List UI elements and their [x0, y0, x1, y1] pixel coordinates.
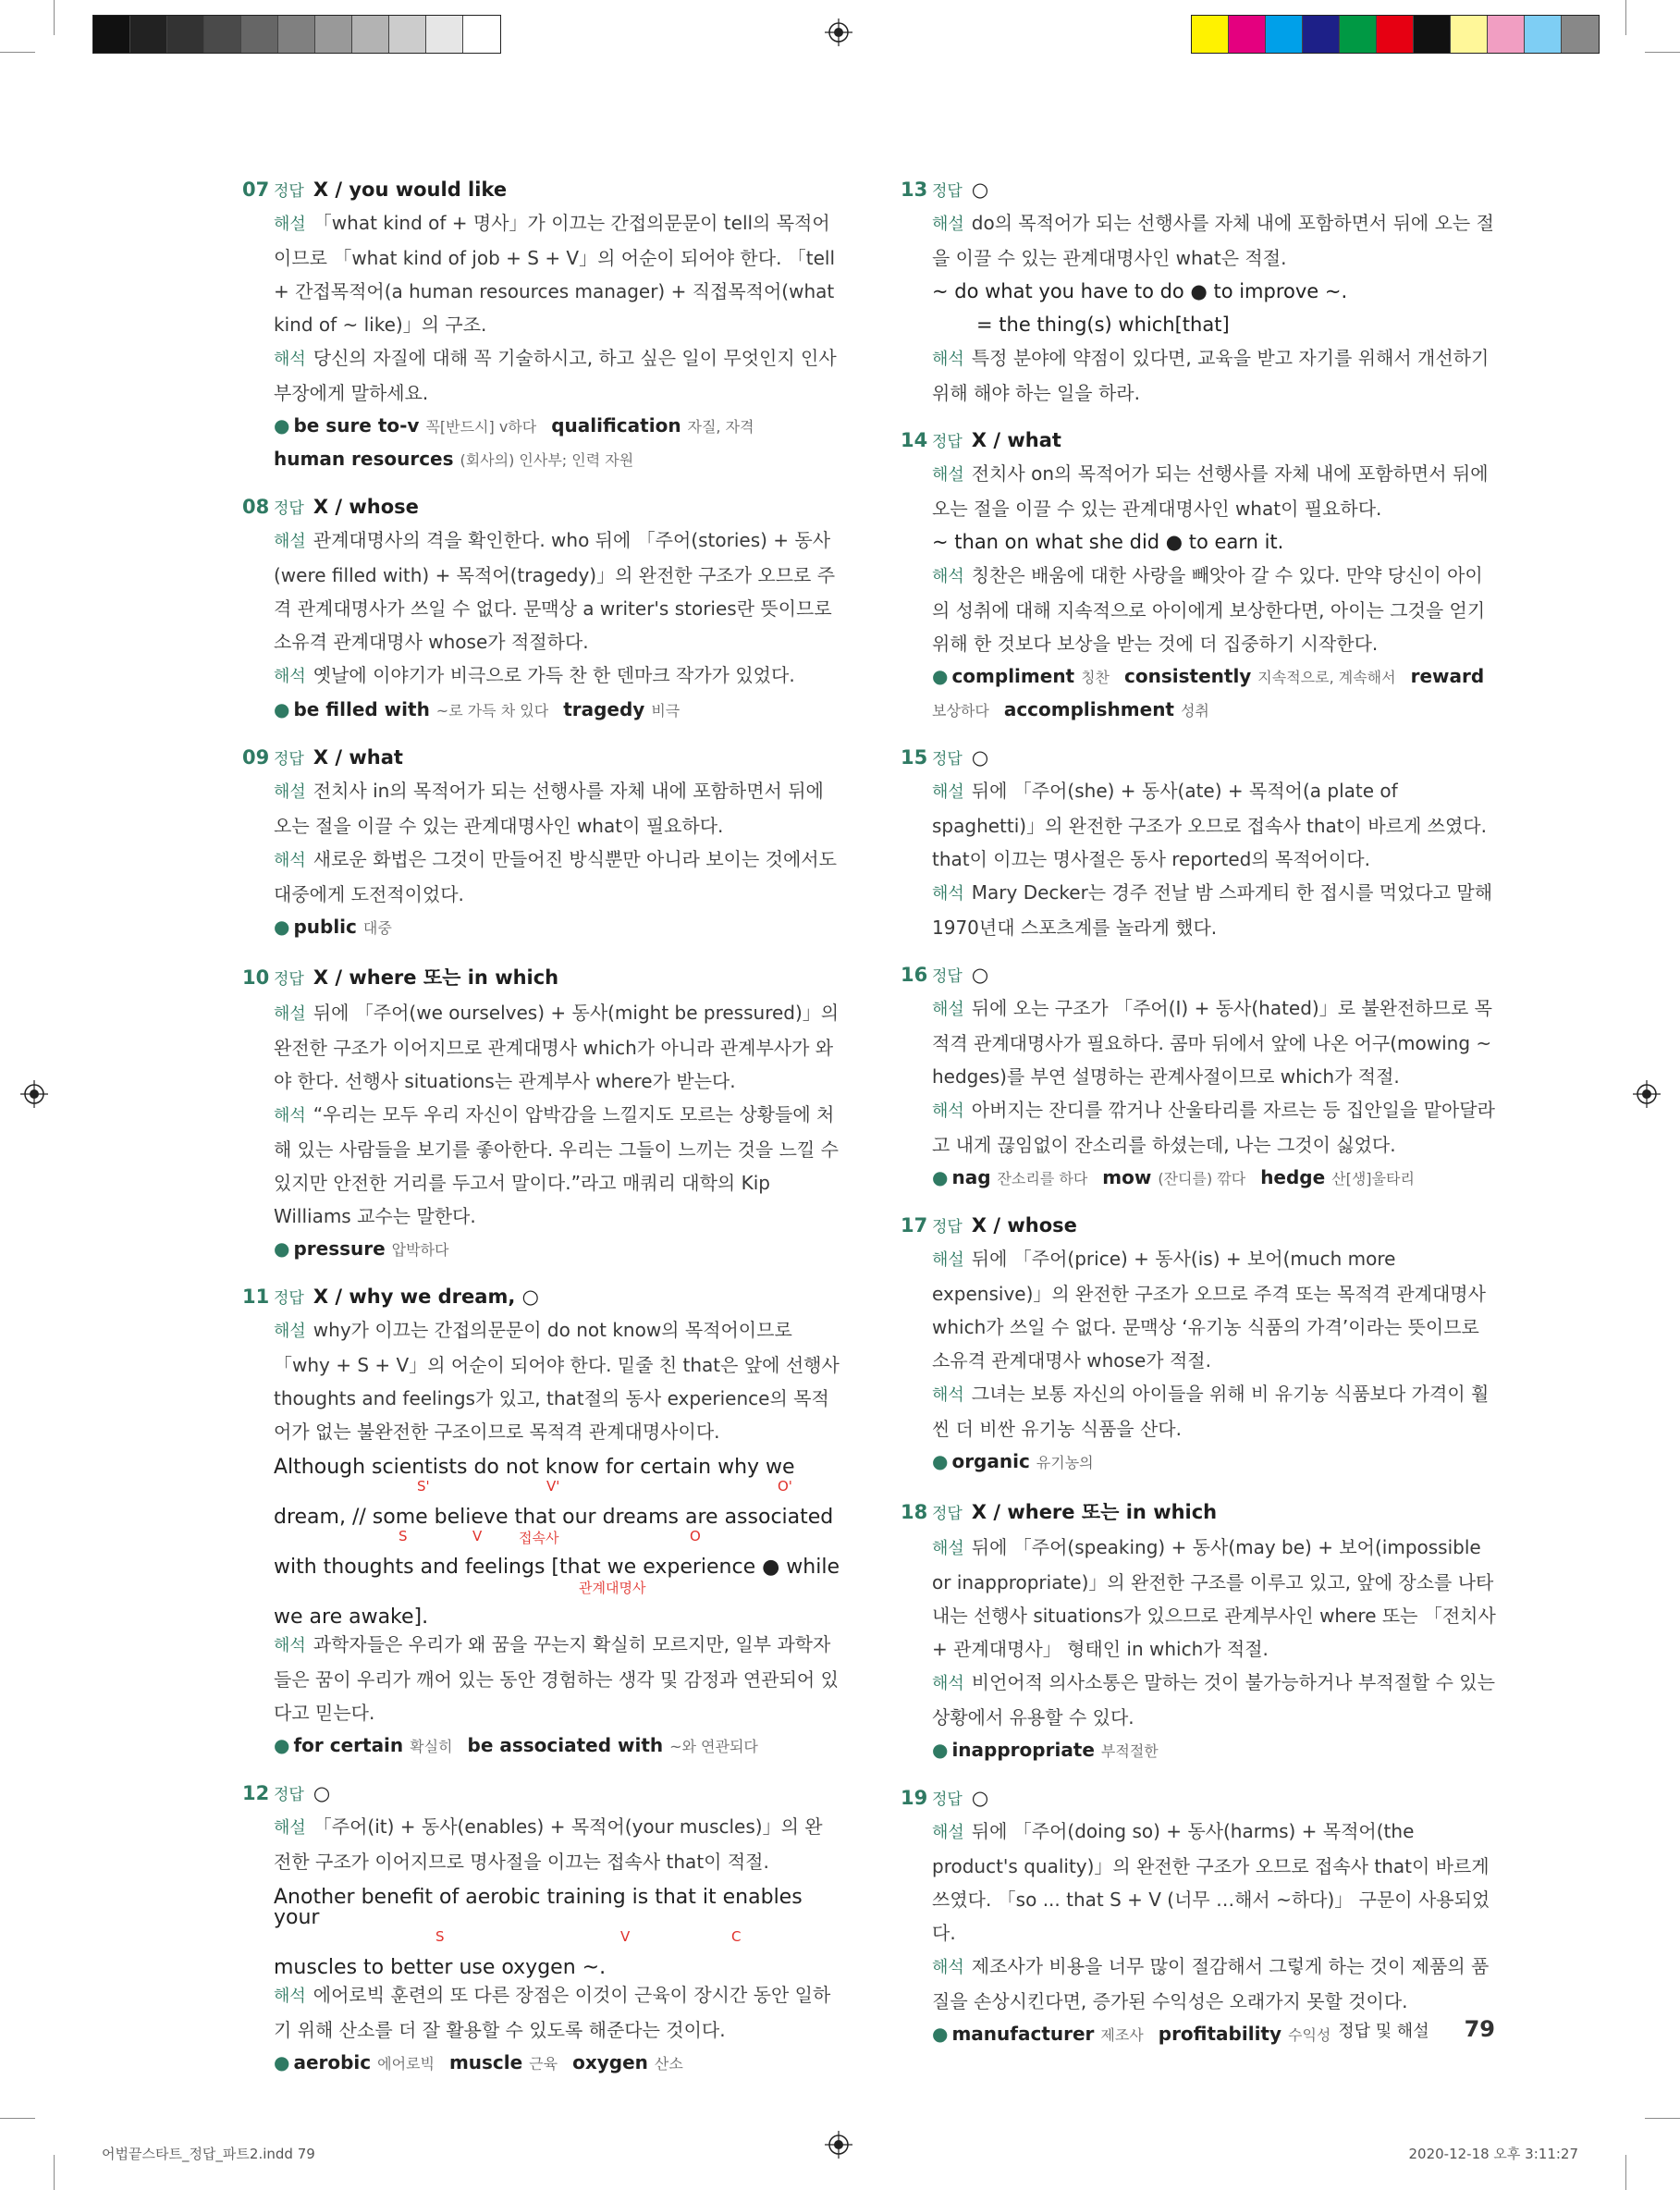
section-label: 정답 및 해설	[1338, 2022, 1429, 2041]
question-header	[901, 178, 1498, 201]
vocab-meaning: 성취	[1180, 702, 1209, 720]
para-text: 에어로빅 훈련의 또 다른 장점은 이것이 근육이 장시간 동안 일하기 위해 산소를 더 잘 활용할 수 있도록 해준다는 것이다.	[274, 1984, 831, 2041]
answer-label: 정답	[932, 182, 963, 201]
question-body	[932, 457, 1498, 727]
para-label: 해석	[274, 350, 306, 369]
vocab-meaning: 확실히	[410, 1738, 453, 1755]
question-number: 18	[901, 1501, 928, 1523]
bullet-icon: ●	[274, 916, 290, 938]
registration-mark-icon	[825, 18, 852, 46]
question-number: 08	[242, 496, 270, 518]
para-text: 뒤에 「주어(she) + 동사(ate) + 목적어(a plate of spaghetti)」의 완전한 구조가 오므로 접속사 that이 바르게 쓰였다. that이 이끄는 명사절은 동사 reported의 목적어이다.	[932, 780, 1487, 870]
question-header	[901, 1497, 1498, 1525]
question-number: 19	[901, 1787, 928, 1809]
vocab-list	[274, 1233, 840, 1266]
vocab-word: be filled with	[293, 698, 436, 720]
para-label: 해석	[932, 884, 964, 904]
vocab-meaning: 제조사	[1100, 2026, 1144, 2044]
color-bar	[1191, 15, 1600, 54]
swatch	[1414, 16, 1451, 53]
question-body	[274, 206, 840, 476]
para-text: 그녀는 보통 자신의 아이들을 위해 비 유기농 식품보다 가격이 훨씬 더 비싼 유기농 식품을 산다.	[932, 1383, 1490, 1440]
answer-label: 정답	[932, 1790, 963, 1809]
question-18	[901, 1497, 1498, 1767]
explanation-paragraph	[274, 658, 840, 694]
vocab-word: be associated with	[467, 1734, 670, 1756]
bullet-icon: ●	[932, 1450, 949, 1472]
answer-label: 정답	[274, 499, 304, 518]
explanation-paragraph	[932, 1242, 1498, 1377]
answer-text: X / whose	[971, 1214, 1077, 1236]
explanation-paragraph	[274, 1098, 840, 1233]
vocab-word: compliment	[951, 665, 1082, 687]
vocab-meaning: ~로 가득 차 있다	[435, 702, 549, 720]
answer-text: ○	[971, 1787, 989, 1809]
question-body	[274, 523, 840, 727]
para-text: “우리는 모두 우리 자신이 압박감을 느낄지도 모르는 상황들에 처해 있는 사람들을 보기를 좋아한다. 우리는 그들이 느끼는 것을 느낄 수 있지만 안전한 거리를 두고서 말이다.”라고 매쿼리 대학의 Kip Williams 교수는 말한다.	[274, 1103, 839, 1227]
para-text: 제조사가 비용을 너무 많이 절감해서 그렇게 하는 것이 제품의 품질을 손상시킨다면, 증가된 수익성은 오래가지 못할 것이다.	[932, 1955, 1490, 2012]
question-body	[932, 1531, 1498, 1767]
question-number: 11	[242, 1286, 270, 1308]
swatch	[1229, 16, 1266, 53]
para-text: 옛날에 이야기가 비극으로 가득 찬 한 덴마크 작가가 있었다.	[313, 664, 795, 686]
question-header	[242, 1285, 840, 1308]
question-number: 15	[901, 746, 928, 769]
question-13	[901, 178, 1498, 410]
para-label: 해석	[932, 1385, 964, 1405]
vocab-word: be sure to-v	[293, 414, 426, 437]
grammar-tag: O	[690, 1528, 701, 1544]
answer-label: 정답	[274, 970, 304, 989]
question-header	[242, 178, 840, 201]
para-label: 해석	[274, 667, 306, 686]
vocab-list	[274, 410, 840, 476]
analysis-line: Another benefit of aerobic training is that it enables your	[274, 1886, 803, 1929]
question-16	[901, 963, 1498, 1195]
para-label: 해설	[274, 1322, 306, 1341]
explanation-paragraph	[274, 206, 840, 341]
vocab-meaning: 부적절한	[1100, 1742, 1159, 1760]
para-text: 비언어적 의사소통은 말하는 것이 불가능하거나 부적절할 수 있는 상황에서 유용할 수 있다.	[932, 1671, 1495, 1729]
crop-mark	[0, 52, 35, 53]
grammar-tags	[274, 1928, 840, 1949]
question-body	[932, 1242, 1498, 1479]
answer-text: ○	[971, 746, 989, 769]
question-body	[274, 1313, 840, 1763]
vocab-word: mow	[1102, 1166, 1159, 1188]
vocab-word: organic	[951, 1450, 1036, 1472]
para-text: do의 목적어가 되는 선행사를 자체 내에 포함하면서 뒤에 오는 절을 이끌 수 있는 관계대명사인 what은 적절.	[932, 212, 1494, 269]
question-number: 09	[242, 746, 270, 769]
answer-text: ○	[971, 964, 989, 986]
swatch	[1377, 16, 1414, 53]
swatch	[1192, 16, 1229, 53]
swatch	[1562, 16, 1599, 53]
question-body	[932, 206, 1498, 410]
vocab-list	[274, 1729, 840, 1763]
translation-paragraph	[932, 341, 1498, 410]
example-sentence: = the thing(s) which[that]	[976, 314, 1230, 336]
para-label: 해설	[932, 1823, 964, 1842]
bullet-icon: ●	[932, 1739, 949, 1761]
swatch	[1266, 16, 1303, 53]
explanation-paragraph	[932, 876, 1498, 944]
vocab-word: aerobic	[293, 2051, 378, 2073]
vocab-word: for certain	[293, 1734, 411, 1756]
answer-label: 정답	[274, 1289, 304, 1308]
question-header	[901, 1786, 1498, 1809]
page-number: 79	[1464, 2016, 1495, 2042]
vocab-meaning: 근육	[529, 2055, 558, 2073]
vocab-meaning: 압박하다	[391, 1241, 449, 1259]
vocab-meaning: 유기농의	[1036, 1454, 1094, 1471]
question-body	[274, 774, 840, 944]
vocab-word: public	[293, 916, 363, 938]
grammar-tag: S'	[417, 1478, 430, 1495]
para-text: why가 이끄는 간접의문문이 do not know의 목적어이므로 「why + S + V」의 어순이 되어야 한다. 밑줄 친 that은 앞에 선행사 thoughts and feelings가 있고, that절의 동사 experience의 목적어가 없는 불완전한 구조이므로 목적격 관계대명사이다.	[274, 1319, 840, 1443]
vocab-meaning: 수익성	[1288, 2026, 1331, 2044]
para-text: 뒤에 「주어(price) + 동사(is) + 보어(much more expensive)」의 완전한 구조가 오므로 주격 또는 목적격 관계대명사 which가 쓰일 수 없다. 문맥상 ‘유기농 식품의 가격’이라는 뜻이므로 소유격 관계대명사 whose가 적절.	[932, 1248, 1486, 1372]
para-label: 해석	[932, 1674, 964, 1693]
question-number: 14	[901, 429, 928, 451]
para-text: 특정 분야에 약점이 있다면, 교육을 받고 자기를 위해서 개선하기 위해 해야 하는 일을 하라.	[932, 347, 1490, 404]
para-text: 뒤에 「주어(doing so) + 동사(harms) + 목적어(the product's quality)」의 완전한 구조가 오므로 접속사 that이 바르게 쓰였다. 「so ... that S + V (너무 …해서 ~하다)」 구문이 사용되었다.	[932, 1820, 1490, 1944]
question-body	[932, 774, 1498, 944]
swatch	[1303, 16, 1340, 53]
page-footer	[1338, 2016, 1495, 2042]
registration-mark-icon	[825, 2131, 852, 2159]
explanation-paragraph	[932, 774, 1498, 876]
vocab-list	[274, 2047, 840, 2080]
question-08	[242, 495, 840, 727]
para-label: 해설	[274, 1004, 306, 1024]
vocab-meaning: 지속적으로, 계속해서	[1257, 669, 1396, 686]
question-11	[242, 1285, 840, 1763]
vocab-meaning: 꼭[반드시] v하다	[425, 418, 537, 436]
vocab-meaning: 보상하다	[932, 702, 989, 720]
para-text: 과학자들은 우리가 왜 꿈을 꾸는지 확실히 모르지만, 일부 과학자들은 꿈이 우리가 깨어 있는 동안 경험하는 생각 및 감정과 연관되어 있다고 믿는다.	[274, 1633, 839, 1724]
vocab-word: inappropriate	[951, 1739, 1101, 1761]
grammar-tags	[274, 1478, 840, 1498]
bullet-icon: ●	[932, 2023, 949, 2045]
para-label: 해석	[932, 567, 964, 586]
vocab-meaning: 대중	[362, 919, 392, 937]
answer-label: 정답	[274, 1786, 304, 1804]
question-body	[274, 1810, 840, 2080]
grayscale-bar	[92, 15, 501, 54]
slug-file: 어법끝스타트_정답_파트2.indd 79	[102, 2146, 315, 2162]
swatch	[167, 16, 204, 53]
question-17	[901, 1213, 1498, 1479]
swatch	[389, 16, 426, 53]
grammar-tag: 접속사	[519, 1530, 559, 1546]
grammar-tags	[274, 1528, 840, 1548]
vocab-meaning: 산소	[654, 2055, 683, 2073]
question-number: 07	[242, 178, 270, 201]
explanation-paragraph	[274, 1810, 840, 1878]
para-label: 해석	[274, 1987, 306, 2006]
para-text: 뒤에 「주어(speaking) + 동사(may be) + 보어(impossible or inappropriate)」의 완전한 구조를 이루고 있고, 앞에 장소를 나타내는 선행사 situations가 있으므로 관계부사인 where 또는 「전치사 + 관계대명사」 형태인 in which가 적절.	[932, 1536, 1496, 1660]
crop-mark	[0, 2118, 35, 2119]
answer-text: X / where 또는 in which	[313, 966, 559, 989]
explanation-paragraph	[274, 843, 840, 911]
question-header	[901, 963, 1498, 986]
answer-text: X / what	[313, 746, 403, 769]
answer-label: 정답	[932, 967, 963, 986]
question-14	[901, 428, 1498, 727]
translation-paragraph	[274, 1628, 840, 1729]
para-label: 해설	[932, 1000, 964, 1019]
crop-mark	[54, 2155, 55, 2190]
vocab-list	[274, 911, 840, 944]
crop-mark	[1645, 52, 1680, 53]
para-label: 해설	[932, 465, 964, 485]
explanation-paragraph	[932, 991, 1498, 1093]
swatch	[1340, 16, 1377, 53]
question-header	[242, 963, 840, 990]
question-number: 17	[901, 1214, 928, 1236]
grammar-tag: C	[731, 1928, 742, 1945]
question-header	[901, 745, 1498, 769]
right-column	[901, 178, 1498, 2070]
answer-label: 정답	[274, 750, 304, 769]
swatch	[426, 16, 463, 53]
analysis-line: we are awake].	[274, 1606, 429, 1629]
explanation-paragraph	[932, 1666, 1498, 1734]
vocab-meaning: 산[생]울타리	[1331, 1170, 1415, 1187]
crop-mark	[1625, 2155, 1626, 2190]
swatch	[1488, 16, 1525, 53]
para-text: 전치사 in의 목적어가 되는 선행사를 자체 내에 포함하면서 뒤에 오는 절을 이끌 수 있는 관계대명사인 what이 필요하다.	[274, 780, 824, 837]
explanation-paragraph	[932, 206, 1498, 275]
para-text: Mary Decker는 경주 전날 밤 스파게티 한 접시를 먹었다고 말해 1970년대 스포츠계를 놀라게 했다.	[932, 881, 1493, 939]
answer-label: 정답	[932, 750, 963, 769]
vocab-meaning: 칭찬	[1081, 669, 1110, 686]
slug-date: 2020-12-18 오후 3:11:27	[1408, 2146, 1578, 2162]
swatch	[315, 16, 352, 53]
vocab-word: accomplishment	[1003, 698, 1181, 720]
vocab-meaning: 비극	[651, 702, 681, 720]
bullet-icon: ●	[274, 1237, 290, 1260]
para-text: 뒤에 오는 구조가 「주어(I) + 동사(hated)」로 불완전하므로 목적격 관계대명사가 필요하다. 콤마 뒤에서 앞에 나온 어구(mowing ~ hedges)를 부연 설명하는 관계사절이므로 which가 적절.	[932, 997, 1493, 1088]
question-19	[901, 1786, 1498, 2051]
answer-label: 정답	[932, 1218, 963, 1236]
answer-text: X / what	[971, 429, 1061, 451]
bullet-icon: ●	[274, 1734, 290, 1756]
analysis-line: dream, // some believe that our dreams are associated	[274, 1506, 834, 1529]
para-text: 뒤에 「주어(we ourselves) + 동사(might be pressured)」의 완전한 구조가 이어지므로 관계대명사 which가 아니라 관계부사가 와야 한다. 선행사 situations는 관계부사 where가 받는다.	[274, 1002, 840, 1092]
explanation-paragraph	[274, 1313, 840, 1448]
vocab-list	[932, 660, 1498, 727]
para-text: 칭찬은 배움에 대한 사랑을 빼앗아 갈 수 있다. 만약 당신이 아이의 성취에 대해 지속적으로 아이에게 보상한다면, 아이는 그것을 얻기 위해 한 것보다 보상을 받는 것에 더 집중하기 시작한다.	[932, 564, 1486, 655]
vocab-meaning: (잔디를) 깎다	[1158, 1170, 1246, 1187]
question-09	[242, 745, 840, 944]
translation-paragraph	[274, 1978, 840, 2047]
vocab-word: tragedy	[563, 698, 652, 720]
question-body	[932, 991, 1498, 1195]
grammar-tag: V	[472, 1528, 483, 1544]
registration-mark-icon	[20, 1080, 48, 1108]
answer-text: ○	[313, 1782, 331, 1804]
para-label: 해석	[274, 851, 306, 870]
crop-mark	[1625, 0, 1626, 35]
swatch	[241, 16, 278, 53]
grammar-tag: S	[435, 1928, 445, 1945]
bullet-icon: ●	[274, 414, 290, 437]
question-12	[242, 1781, 840, 2080]
vocab-meaning: ~와 연관되다	[669, 1738, 758, 1755]
para-label: 해설	[274, 215, 306, 234]
vocab-word: muscle	[448, 2051, 530, 2073]
swatch	[278, 16, 315, 53]
question-body	[274, 996, 840, 1266]
question-header	[901, 428, 1498, 451]
grammar-tag: O'	[778, 1478, 792, 1495]
para-text: 새로운 화법은 그것이 만들어진 방식뿐만 아니라 보이는 것에서도 대중에게 도전적이었다.	[274, 848, 837, 905]
grammar-tags	[274, 1578, 840, 1598]
vocab-list	[932, 1162, 1498, 1195]
answer-label: 정답	[932, 1505, 963, 1523]
explanation-paragraph	[274, 774, 840, 843]
question-15	[901, 745, 1498, 944]
vocab-word: oxygen	[572, 2051, 655, 2073]
analysis-line: muscles to better use oxygen ~.	[274, 1956, 607, 1979]
explanation-paragraph	[274, 996, 840, 1098]
para-label: 해설	[932, 782, 964, 802]
para-label: 해석	[932, 1101, 964, 1121]
question-number: 13	[901, 178, 928, 201]
swatch	[463, 16, 500, 53]
registration-mark-icon	[1633, 1080, 1661, 1108]
swatch	[352, 16, 389, 53]
bullet-icon: ●	[932, 1166, 949, 1188]
answer-text: X / whose	[313, 496, 419, 518]
para-text: 전치사 on의 목적어가 되는 선행사를 자체 내에 포함하면서 뒤에 오는 절을 이끌 수 있는 관계대명사인 what이 필요하다.	[932, 462, 1489, 520]
para-label: 해설	[274, 782, 306, 802]
para-text: 「주어(it) + 동사(enables) + 목적어(your muscles)」의 완전한 구조가 이어지므로 명사절을 이끄는 접속사 that이 적절.	[274, 1815, 823, 1873]
para-label: 해설	[274, 532, 306, 551]
swatch	[204, 16, 241, 53]
para-label: 해석	[274, 1106, 306, 1126]
vocab-meaning: 에어로빅	[377, 2055, 435, 2073]
vocab-meaning: (회사의) 인사부; 인력 자원	[460, 451, 634, 469]
explanation-paragraph	[932, 1815, 1498, 1950]
explanation-paragraph	[274, 341, 840, 410]
para-label: 해설	[932, 215, 964, 234]
question-header	[901, 1213, 1498, 1236]
para-label: 해석	[932, 1958, 964, 1977]
crop-mark	[54, 0, 55, 35]
question-number: 12	[242, 1782, 270, 1804]
analysis-line: with thoughts and feelings [that we experience ● while	[274, 1556, 840, 1579]
answer-label: 정답	[932, 433, 963, 451]
vocab-word: reward	[1410, 665, 1485, 687]
question-07	[242, 178, 840, 476]
vocab-word: consistently	[1124, 665, 1258, 687]
para-label: 해설	[932, 1539, 964, 1558]
explanation-paragraph	[932, 1093, 1498, 1162]
example-sentence: ~ than on what she did ● to earn it.	[932, 531, 1284, 553]
para-label: 해설	[274, 1818, 306, 1838]
para-text: 「what kind of + 명사」가 이끄는 간접의문문이 tell의 목적어이므로 「what kind of job + S + V」의 어순이 되어야 한다. 「tell + 간접목적어(a human resources manager) + 직접목적어(what kind of ~ like)」의 구조.	[274, 212, 836, 336]
question-number: 16	[901, 964, 928, 986]
bullet-icon: ●	[274, 2051, 290, 2073]
vocab-meaning: 자질, 자격	[687, 418, 754, 436]
swatch	[130, 16, 167, 53]
explanation-paragraph	[932, 1950, 1498, 2018]
grammar-tag: V'	[546, 1478, 560, 1495]
question-header	[242, 1781, 840, 1804]
para-text: 관계대명사의 격을 확인한다. who 뒤에 「주어(stories) + 동사(were filled with) + 목적어(tragedy)」의 완전한 구조가 오므로 주격 관계대명사가 쓰일 수 없다. 문맥상 a writer's stories란 뜻이므로 소유격 관계대명사 whose가 적절하다.	[274, 529, 836, 653]
question-header	[242, 495, 840, 518]
swatch	[93, 16, 130, 53]
grammar-tag: 관계대명사	[579, 1580, 646, 1596]
answer-text: X / where 또는 in which	[971, 1501, 1218, 1523]
vocab-meaning: 잔소리를 하다	[997, 1170, 1088, 1187]
answer-text: ○	[971, 178, 989, 201]
para-label: 해석	[274, 1636, 306, 1655]
bullet-icon: ●	[274, 698, 290, 720]
answer-text: X / why we dream, ○	[313, 1286, 539, 1308]
vocab-word: pressure	[293, 1237, 392, 1260]
vocab-word: qualification	[551, 414, 688, 437]
grammar-tag: V	[620, 1928, 631, 1945]
para-label: 해석	[932, 350, 964, 369]
explanation-paragraph	[932, 457, 1498, 525]
para-text: 아버지는 잔디를 깎거나 산울타리를 자르는 등 집안일을 맡아달라고 내게 끊임없이 잔소리를 하셨는데, 나는 그것이 싫었다.	[932, 1099, 1495, 1156]
swatch	[1525, 16, 1562, 53]
question-number: 10	[242, 966, 270, 989]
analysis-line: Although scientists do not know for certain why we	[274, 1456, 795, 1479]
translation-paragraph	[932, 559, 1498, 660]
vocab-list	[274, 694, 840, 727]
para-label: 해설	[932, 1250, 964, 1270]
vocab-list	[932, 1446, 1498, 1479]
para-text: 당신의 자질에 대해 꼭 기술하시고, 하고 싶은 일이 무엇인지 인사부장에게 말하세요.	[274, 347, 837, 404]
answer-text: X / you would like	[313, 178, 508, 201]
bullet-icon: ●	[932, 665, 949, 687]
answer-label: 정답	[274, 182, 304, 201]
vocab-word: hedge	[1260, 1166, 1332, 1188]
vocab-word: nag	[951, 1166, 998, 1188]
example-sentence: ~ do what you have to do ● to improve ~.	[932, 280, 1348, 302]
question-header	[242, 745, 840, 769]
left-column	[242, 178, 840, 2098]
vocab-word: human resources	[274, 448, 460, 470]
vocab-word: manufacturer	[951, 2023, 1101, 2045]
explanation-paragraph	[932, 1531, 1498, 1666]
explanation-paragraph	[932, 1377, 1498, 1446]
vocab-word: profitability	[1158, 2023, 1288, 2045]
swatch	[1451, 16, 1488, 53]
vocab-list	[932, 1734, 1498, 1767]
grammar-tag: S	[399, 1528, 408, 1544]
question-10	[242, 963, 840, 1266]
explanation-paragraph	[274, 523, 840, 658]
crop-mark	[1645, 2118, 1680, 2119]
